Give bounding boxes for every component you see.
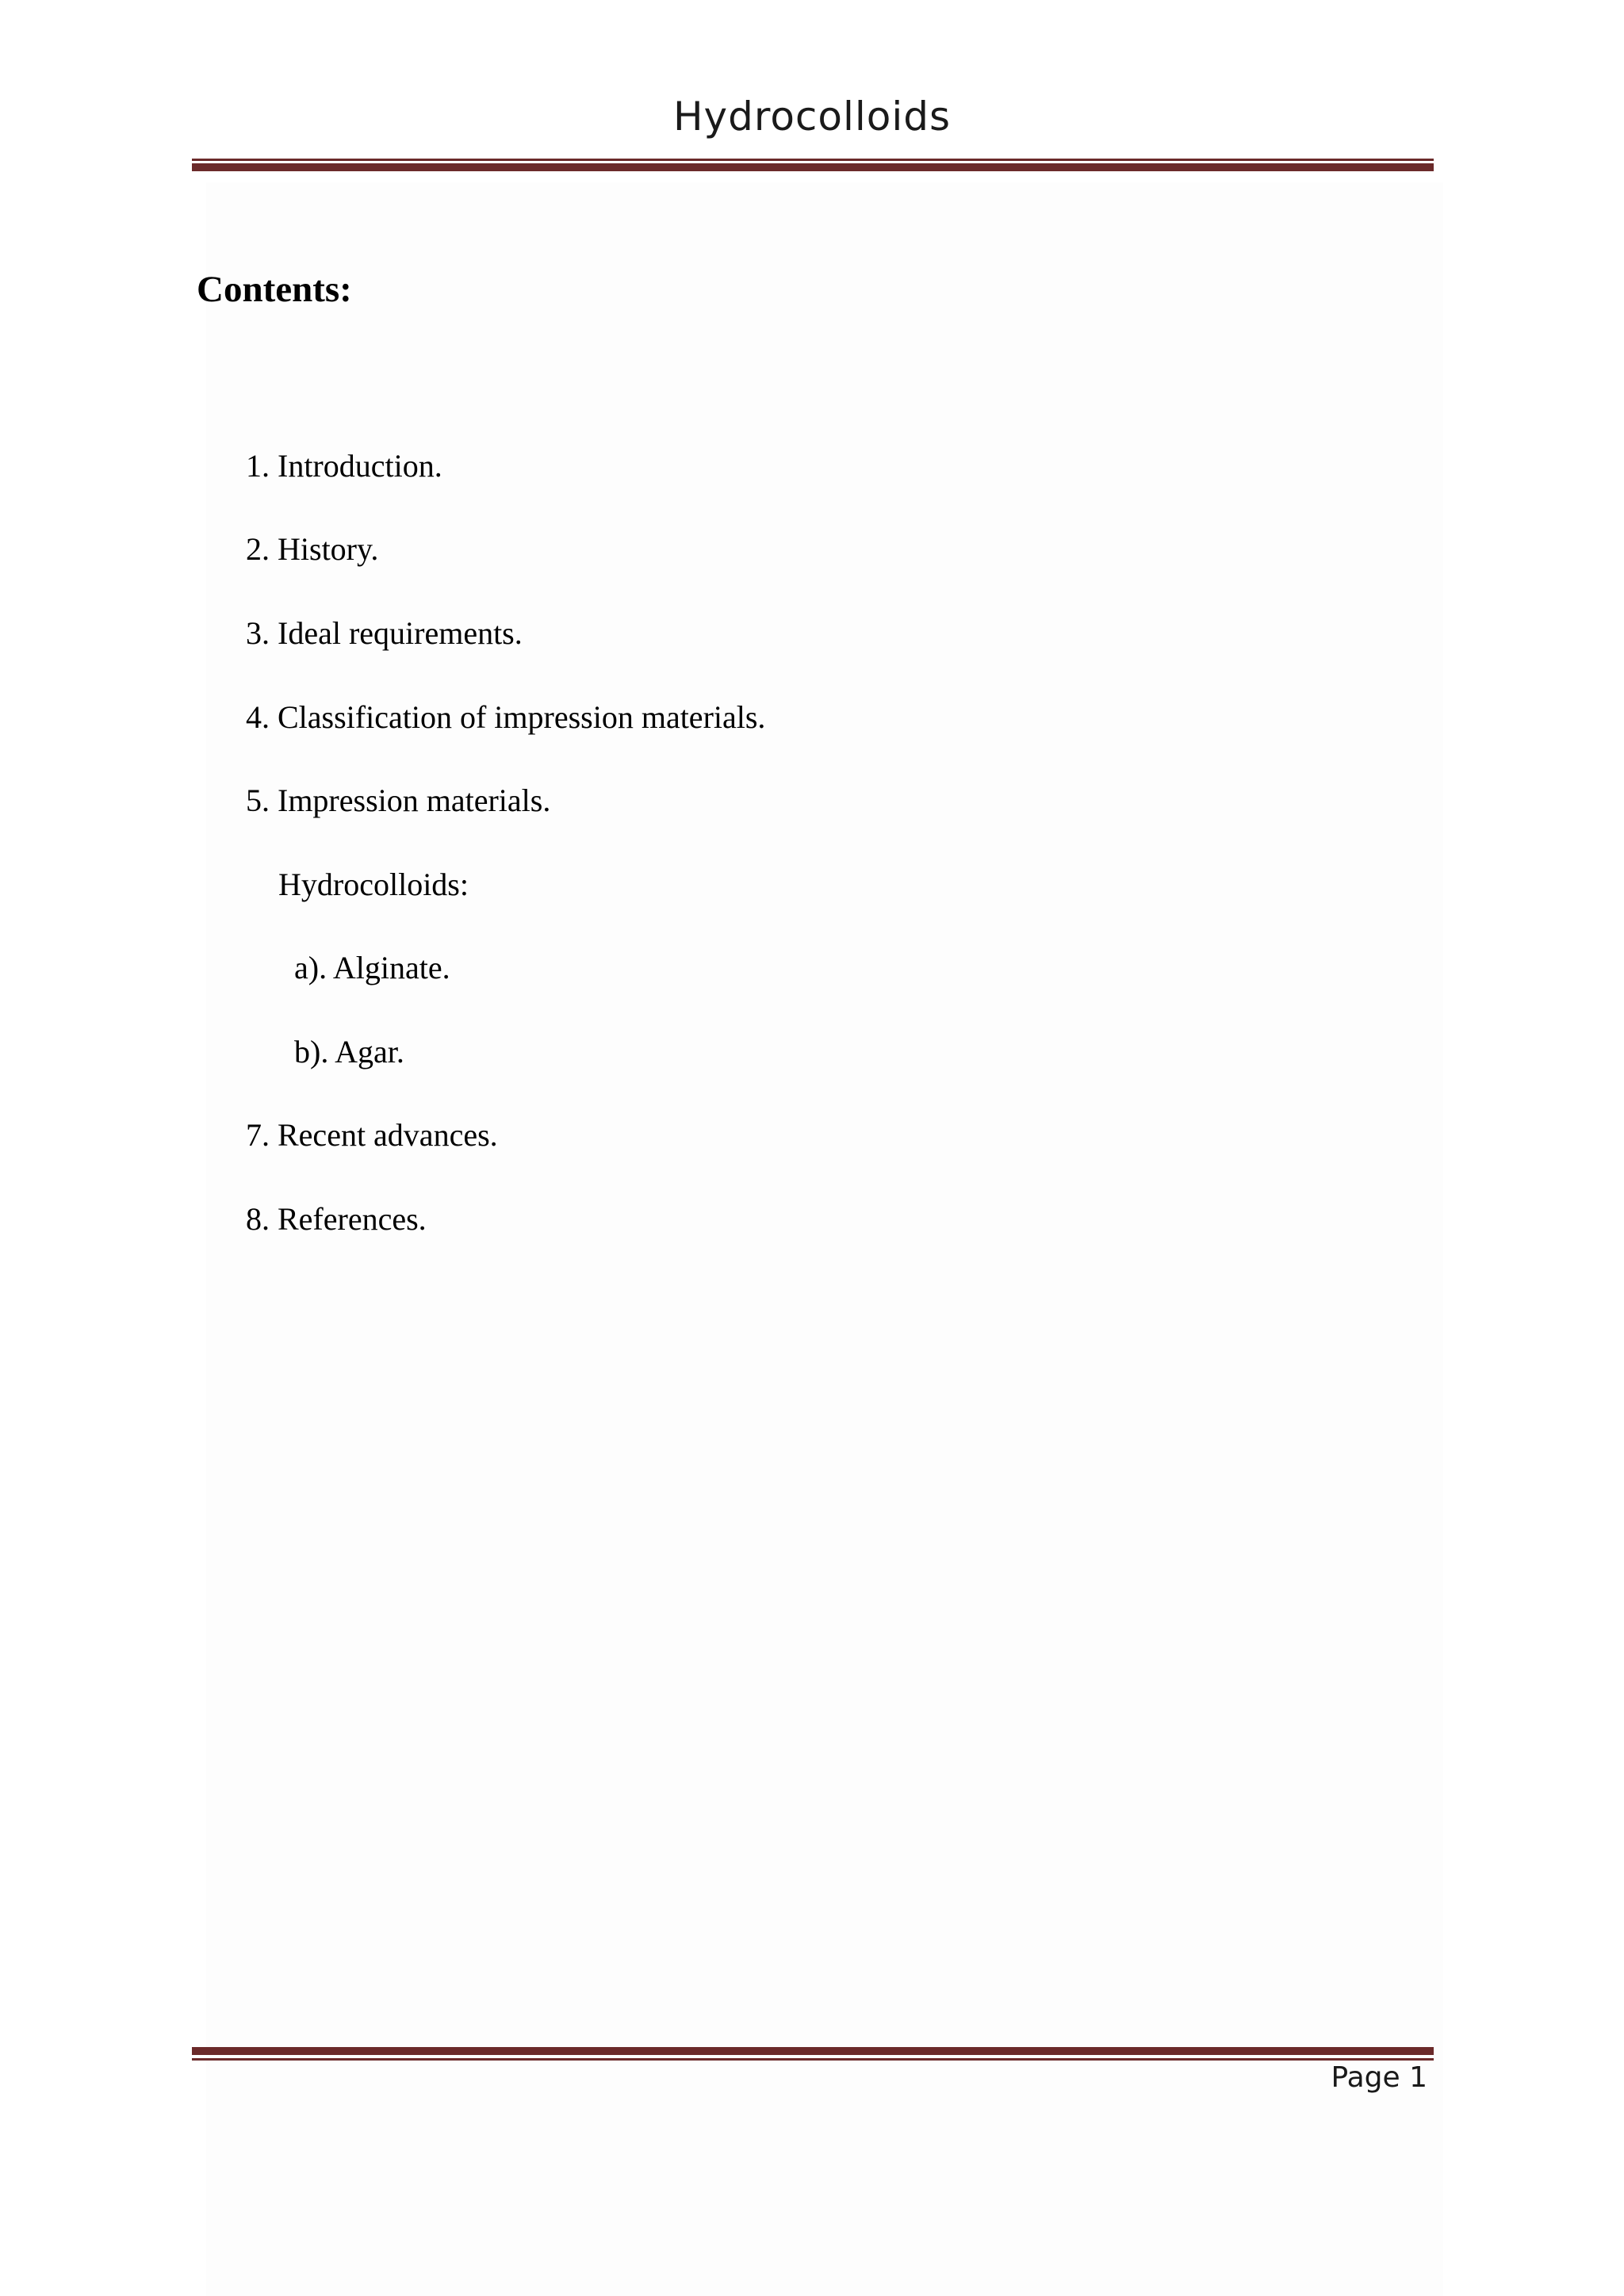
- toc-subheading: Hydrocolloids:: [278, 867, 469, 902]
- toc-item: 3. Ideal requirements.: [246, 615, 523, 651]
- footer-rule-thin: [192, 2058, 1434, 2061]
- toc-item: 2. History.: [246, 531, 379, 567]
- toc-subitem: a). Alginate.: [294, 950, 450, 985]
- header-title: Hydrocolloids: [672, 94, 952, 140]
- header-rule-thick: [192, 163, 1434, 171]
- toc-item: 8. References.: [246, 1201, 427, 1237]
- toc-subitem: b). Agar.: [294, 1034, 404, 1070]
- contents-heading: Contents:: [197, 269, 352, 310]
- toc-item: 7. Recent advances.: [246, 1117, 498, 1153]
- toc-item: 1. Introduction.: [246, 448, 442, 484]
- footer-rule-thick: [192, 2047, 1434, 2055]
- page-number: Page 1: [1331, 2061, 1427, 2094]
- page-background: [206, 182, 1443, 2296]
- toc-item: 5. Impression materials.: [246, 783, 551, 818]
- toc-item: 4. Classification of impression materials.: [246, 699, 766, 735]
- header-rule-thin: [192, 159, 1434, 161]
